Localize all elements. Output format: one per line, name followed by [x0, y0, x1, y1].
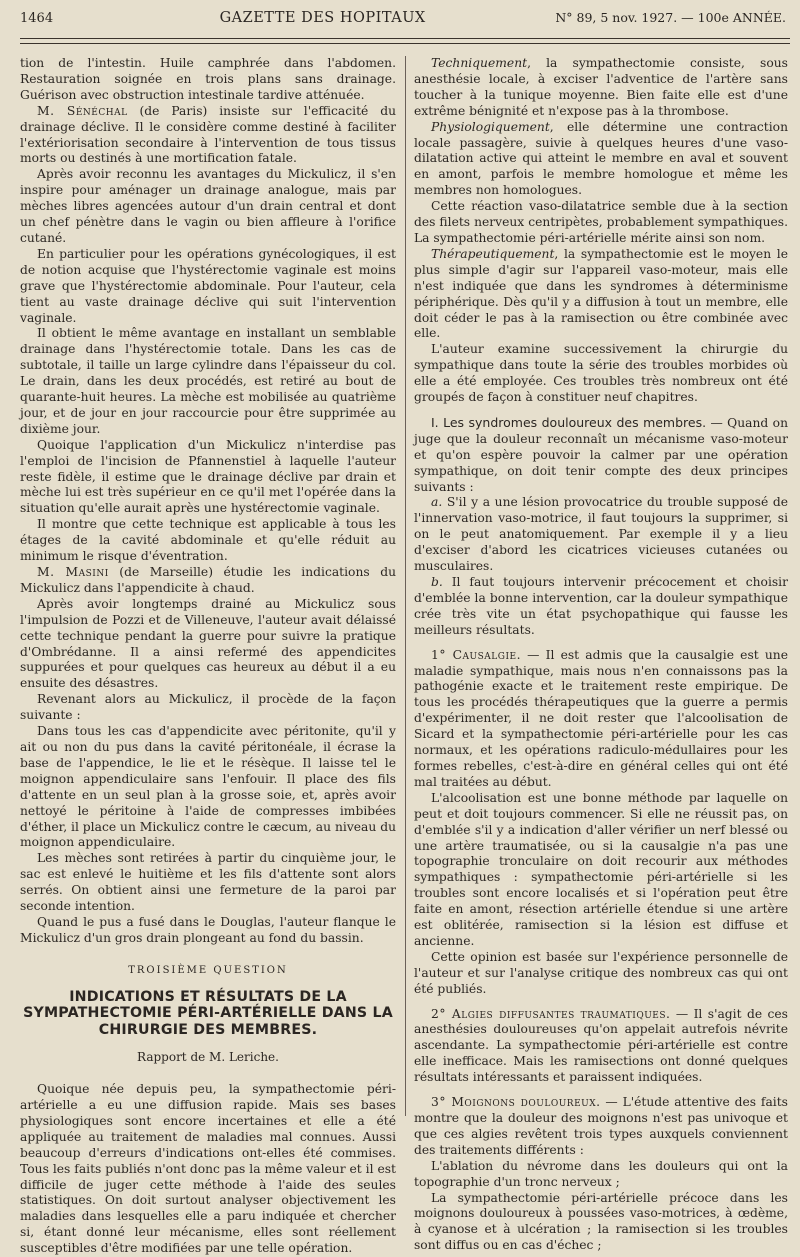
paragraph: Après avoir longtemps drainé au Mickulicz sous l'impulsion de Pozzi et de Villeneuve, l'auteur avait délaissé cette technique pendant la guerre pour suivre la pratique d'Ombrédanne. Il a ainsi refermé des appendicites suppurées et pour quelques cas heureux au début il a eu ensuite des désastres.: [20, 596, 396, 691]
paragraph: Après avoir reconnu les avantages du Mickulicz, il s'en inspire pour aménager un drainage analogue, mais par mèches libres agencées autour d'un drain central et dont un chef pénètre dans le vagin ou bien affleure à l'orifice cutané.: [20, 167, 396, 245]
italic-label: Physiologiquement: [431, 119, 550, 134]
paragraph: M. Masini (de Marseille) étudie les indications du Mickulicz dans l'appendicite à chaud.: [20, 565, 396, 595]
paragraph: 1° Causalgie. — Il est admis que la causalgie est une maladie sympathique, mais nous n'en connaissons pas la pathogénie exacte et le traitement reste empirique. De tous les procédés thérapeutiques que la guerre a permis d'expérimenter, il ne doit rester que l'alcoolisation de Sicard et la sympathectomie péri-artérielle pour les cas normaux, et les opérations radiculo-médullaires pour les formes rebelles, c'est-à-dire en général celles qui ont été mal traitées au début.: [414, 647, 788, 789]
paragraph: Thérapeutiquement, la sympathectomie est le moyen le plus simple d'agir sur l'appareil vaso-moteur, mais elle n'est indiquée que dans les syndromes à déterminisme périphérique. Dès qu'il y a diffusion à tout un membre, elle doit céder le pas à la ramisection ou être combinée avec elle.: [414, 246, 788, 341]
subsection-heading: 3° Moignons douloureux.: [431, 1095, 601, 1110]
subsection-heading: 1° Causalgie.: [431, 647, 521, 662]
italic-label: Techniquement: [431, 56, 528, 70]
left-column: [20, 56, 396, 1257]
paragraph: 3° Moignons douloureux. — L'étude attentive des faits montre que la douleur des moignons n'est pas univoque et que ces algies revêtent trois types auxquels conviennent des traitements différents :: [414, 1095, 788, 1157]
paragraph: Il obtient le même avantage en installant un semblable drainage dans l'hystérectomie totale. Dans les cas de subtotale, il taille un large cylindre dans l'épaisseur du col. Le drain, dans les deux procédés, est retiré au bout de quarante-huit heures. La mèche est mobilisée au quatrième jour, et de jour en jour raccourcie pour être supprimée au dixième jour.: [20, 326, 396, 436]
paragraph: En particulier pour les opérations gynécologiques, il est de notion acquise que l'hystérectomie vaginale est moins grave que l'hystérectomie abdominale. Pour l'auteur, cela tient au vaste drainage déclive qui suit l'intervention vaginale.: [20, 246, 396, 325]
journal-title: GAZETTE DES HOPITAUX: [219, 10, 426, 26]
paragraph: 2° Algies diffusantes traumatiques. — Il s'agit de ces anesthésies douloureuses qu'on appelait autrefois névrite ascendante. La sympathectomie péri-artérielle est contre elle inefficace. Mais les ramisections ont donné quelques résultats intéressants et paraissent indiquées.: [414, 1006, 788, 1085]
issue-info: N° 89, 5 nov. 1927. — 100e ANNÉE.: [555, 10, 786, 25]
author-name: M. Masini: [37, 565, 109, 579]
rapport-byline: Rapport de M. Leriche.: [137, 1050, 279, 1065]
paragraph: tion de l'intestin. Huile camphrée dans l'abdomen. Restauration soignée en trois plans sans drainage. Guérison avec obstruction intestinale tardive atténuée.: [20, 56, 396, 102]
paragraph: Quoique née depuis peu, la sympathectomie péri-artérielle a eu une diffusion rapide. Mais ses bases physiologiques sont encore incertaines et elle a été appliquée au traitement de maladies mal connues. Aussi beaucoup d'erreurs d'indications ont-elles été commises. Tous les faits publiés n'ont donc pas la même valeur et il est difficile de juger cette méthode à l'aide des seules statistiques. On doit surtout analyser objectivement les maladies dans lesquelles elle a paru indiquée et chercher si, étant donné leur mécanisme, elles sont réellement susceptibles d'être modifiées par une telle opération.: [20, 1082, 396, 1256]
right-column: [414, 56, 788, 1254]
paragraph: L'auteur examine successivement la chirurgie du sympathique dans toute la série des troubles morbides où elle a été employée. Ces troubles très nombreux ont été groupés de façon à constituer neuf chapitres.: [414, 342, 788, 405]
subsection-heading: I. Les syndromes douloureux des membres.: [431, 414, 707, 430]
paragraph: Quoique l'application d'un Mickulicz n'interdise pas l'emploi de l'incision de Pfannenstiel à laquelle l'auteur reste fidèle, il estime que le drainage déclive par drain et mèche lui est très supérieur en ce qu'il met l'opérée dans la situation qu'elle aurait après une hystérectomie vaginale.: [20, 437, 396, 516]
paragraph: Cette réaction vaso-dilatatrice semble due à la section des filets nerveux centripètes, probablement sympathiques. La sympathectomie péri-artérielle mérite ainsi son nom.: [414, 199, 788, 245]
section-title: INDICATIONS ET RÉSULTATS DE LA SYMPATHECTOMIE PÉRI-ARTÉRIELLE DANS LA CHIRURGIE DES MEMBRES.: [23, 988, 393, 1038]
page-header: [20, 10, 786, 36]
column-divider: [405, 56, 406, 1116]
paragraph: a. S'il y a une lésion provocatrice du trouble supposé de l'innervation vaso-motrice, il faut toujours la supprimer, si on le peut anatomiquement. Par exemple il y a lieu d'exciser d'abord les cicatrices vicieuses cutanées ou musculaires.: [414, 495, 788, 574]
header-rule-thick: [20, 38, 790, 39]
italic-label: Thérapeutiquement: [431, 246, 555, 261]
paragraph: La sympathectomie péri-artérielle précoce dans les moignons douloureux à poussées vaso-motrices, à œdème, à cyanose et à ulcération ; la ramisection si les troubles sont diffus ou en cas d'échec ;: [414, 1190, 788, 1253]
paragraph: L'ablation du névrome dans les douleurs qui ont la topographie d'un tronc nerveux ;: [414, 1158, 788, 1189]
paragraph: I. Les syndromes douloureux des membres. — Quand on juge que la douleur reconnaît un mécanisme vaso-moteur et qu'on espère pouvoir la calmer par une opération sympathique, on doit tenir compte des deux principes suivants :: [414, 414, 788, 494]
paragraph: Physiologiquement, elle détermine une contraction locale passagère, suivie à quelques heures d'une vaso-dilatation active qui atteint le membre en aval et souvent en amont, parfois le membre homologue et même les membres non homologues.: [414, 119, 788, 198]
paragraph: Techniquement, la sympathectomie consiste, sous anesthésie locale, à exciser l'adventice de l'artère sans toucher à la tunique moyenne. Bien faite elle est d'une extrême bénignité et n'expose pas à la thrombose.: [414, 56, 788, 118]
paragraph: Quand le pus a fusé dans le Douglas, l'auteur flanque le Mickulicz d'un gros drain plongeant au fond du bassin.: [20, 914, 396, 945]
paragraph: Dans tous les cas d'appendicite avec péritonite, qu'il y ait ou non du pus dans la cavité péritonéale, il écrase la base de l'appendice, le lie et le résèque. Il laisse tel le moignon appendiculaire sans l'enfouir. Il place des fils d'attente en un seul plan à la grosse soie, et, après avoir nettoyé le péritoine à l'aide de compresses imbibées d'éther, il place un Mickulicz contre le cæcum, au niveau du moignon appendiculaire.: [20, 724, 396, 850]
paragraph: L'alcoolisation est une bonne méthode par laquelle on peut et doit toujours commencer. Si elle ne réussit pas, on d'emblée s'il y a indication d'aller vérifier un nerf blessé ou une artère traumatisée, ou si la causalgie n'a pas une topographie tronculaire on doit recourir aux méthodes sympathiques : sympathectomie péri-artérielle si les troubles sont encore localisés et si l'opération peut être faite en amont, résection artérielle étendue si une artère est oblitérée, ramisection si la lésion est diffuse et ancienne.: [414, 790, 788, 948]
paragraph: M. Sénéchal (de Paris) insiste sur l'efficacité du drainage déclive. Il le considère comme destiné à faciliter l'extériorisation secondaire à l'intervention de tous tissus morts ou destinés à une mortification fatale.: [20, 103, 396, 166]
paragraph: b. Il faut toujours intervenir précocement et choisir d'emblée la bonne intervention, car la douleur sympathique crée très vite un état psychopathique qui fausse les meilleurs résultats.: [414, 575, 788, 637]
header-rule-thin: [20, 43, 790, 44]
page-number: 1464: [20, 11, 54, 26]
paragraph: Les mèches sont retirées à partir du cinquième jour, le sac est enlevé le huitième et les fils d'attente sont alors serrés. On obtient ainsi une fermeture de la paroi par seconde intention.: [20, 851, 396, 914]
section-label: TROISIÈME QUESTION: [128, 964, 288, 976]
paragraph: Revenant alors au Mickulicz, il procède de la façon suivante :: [20, 692, 396, 723]
paragraph: Cette opinion est basée sur l'expérience personnelle de l'auteur et sur l'analyse critique des nombreux cas qui ont été publiés.: [414, 949, 788, 996]
paragraph: Il montre que cette technique est applicable à tous les étages de la cavité abdominale et qu'elle réduit au minimum le risque d'éventration.: [20, 517, 396, 564]
author-name: M. Sénéchal: [37, 103, 128, 118]
subsection-heading: 2° Algies diffusantes traumatiques.: [431, 1006, 671, 1021]
